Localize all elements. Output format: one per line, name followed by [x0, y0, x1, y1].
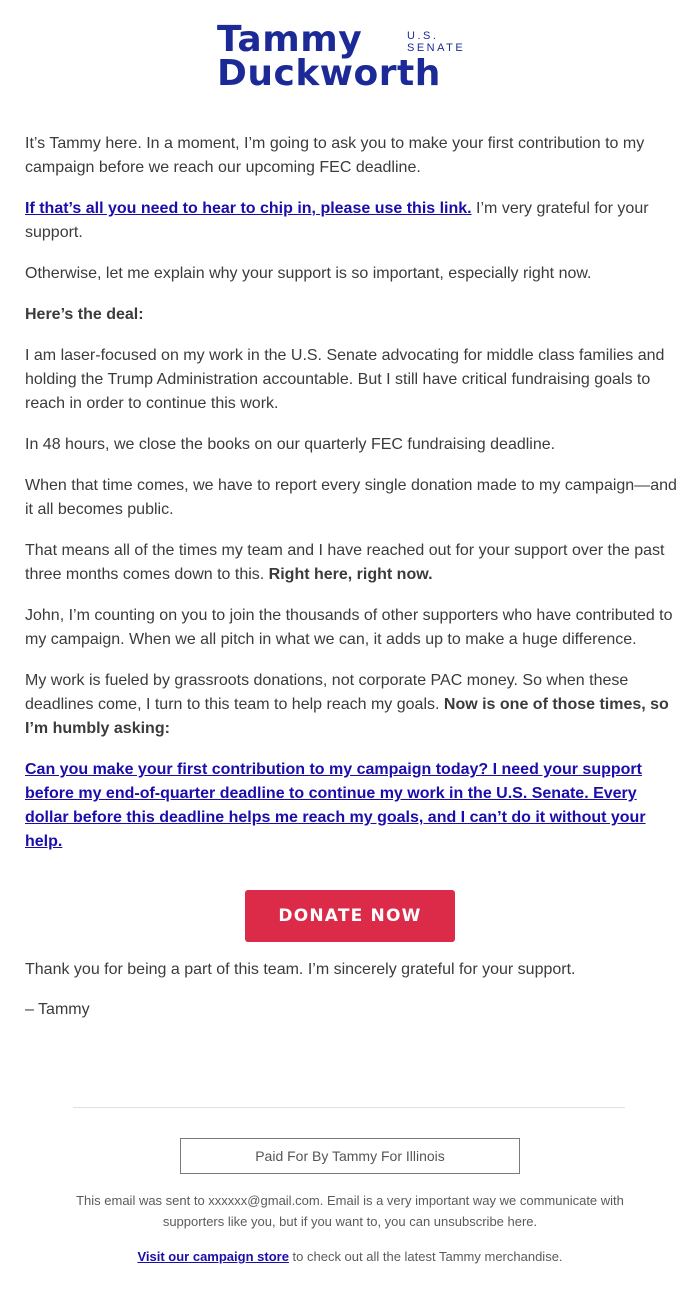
paragraph-explain: Otherwise, let me explain why your support is so important, especially right now. — [25, 265, 592, 282]
paragraph-deal: Here’s the deal: — [25, 306, 144, 323]
paragraph-three-months — [25, 539, 680, 587]
grassroots-text: My work is fueled by grassroots donations, not corporate PAC money. So when these deadlines come, I turn to this team to help reach my goals. — [25, 672, 629, 713]
paragraph-intro: It’s Tammy here. In a moment, I’m going to ask you to make your first contribution to my campaign before we reach our upcoming FEC deadline. — [25, 135, 645, 176]
paragraph-report: When that time comes, we have to report every single donation made to my campaign—and it all becomes public. — [25, 477, 677, 518]
store-notice-text — [60, 1246, 640, 1267]
chip-in-rest: I’m very grateful for your support. — [25, 200, 649, 241]
email-closing — [25, 958, 680, 1022]
email-body — [25, 132, 680, 854]
logo-last-name: Duckworth — [217, 53, 441, 94]
chip-in-link[interactable]: If that’s all you need to hear to chip in, please use this link. — [25, 200, 472, 217]
paragraph-counting-on-you: John, I’m counting on you to join the thousands of other supporters who have contributed to my campaign. When we all pitch in what we can, it adds up to make a huge difference. — [25, 607, 673, 648]
logo-us: U.S. — [407, 30, 439, 42]
donate-button-container — [245, 890, 455, 942]
signoff: – Tammy — [25, 1001, 90, 1018]
contribute-link[interactable]: Can you make your first contribution to my campaign today? I need your support before my end-of-quarter deadline to continue my work in the U.S. Senate. Every dollar before this deadline helps me reach my goals, and I can’t do it without your help. — [25, 761, 646, 850]
donate-now-button[interactable]: DONATE NOW — [245, 890, 455, 942]
paragraph-48-hours: In 48 hours, we close the books on our quarterly FEC fundraising deadline. — [25, 436, 556, 453]
humbly-asking-text: Now is one of those times, so I’m humbly asking: — [25, 696, 669, 737]
store-rest-text: to check out all the latest Tammy merchandise. — [288, 1249, 563, 1264]
paragraph-chip-in — [25, 197, 680, 245]
logo-senate: SENATE — [407, 42, 466, 54]
email-notice — [60, 1190, 640, 1232]
paragraph-ask — [25, 758, 680, 854]
footer-divider — [73, 1107, 625, 1108]
paragraph-grassroots — [25, 669, 680, 741]
email-notice-text: This email was sent to xxxxxx@gmail.com. Email is a very important way we communicate with supporters like you, but if you want to, you can unsubscribe here. — [76, 1193, 624, 1229]
store-notice — [60, 1246, 640, 1267]
right-here-text: Right here, right now. — [268, 566, 433, 583]
campaign-logo — [0, 19, 700, 94]
paid-for-box: Paid For By Tammy For Illinois — [180, 1138, 520, 1174]
campaign-store-link[interactable]: Visit our campaign store — [137, 1249, 289, 1264]
paragraph-laser-focused: I am laser-focused on my work in the U.S. Senate advocating for middle class families and holding the Trump Administration accountable. But I still have critical fundraising goals to reach in order to continue this work. — [25, 347, 665, 412]
logo-first-name: Tammy — [217, 19, 363, 60]
three-months-text: That means all of the times my team and I have reached out for your support over the past three months comes down to this. — [25, 542, 665, 583]
paragraph-thank-you: Thank you for being a part of this team. I’m sincerely grateful for your support. — [25, 961, 576, 978]
